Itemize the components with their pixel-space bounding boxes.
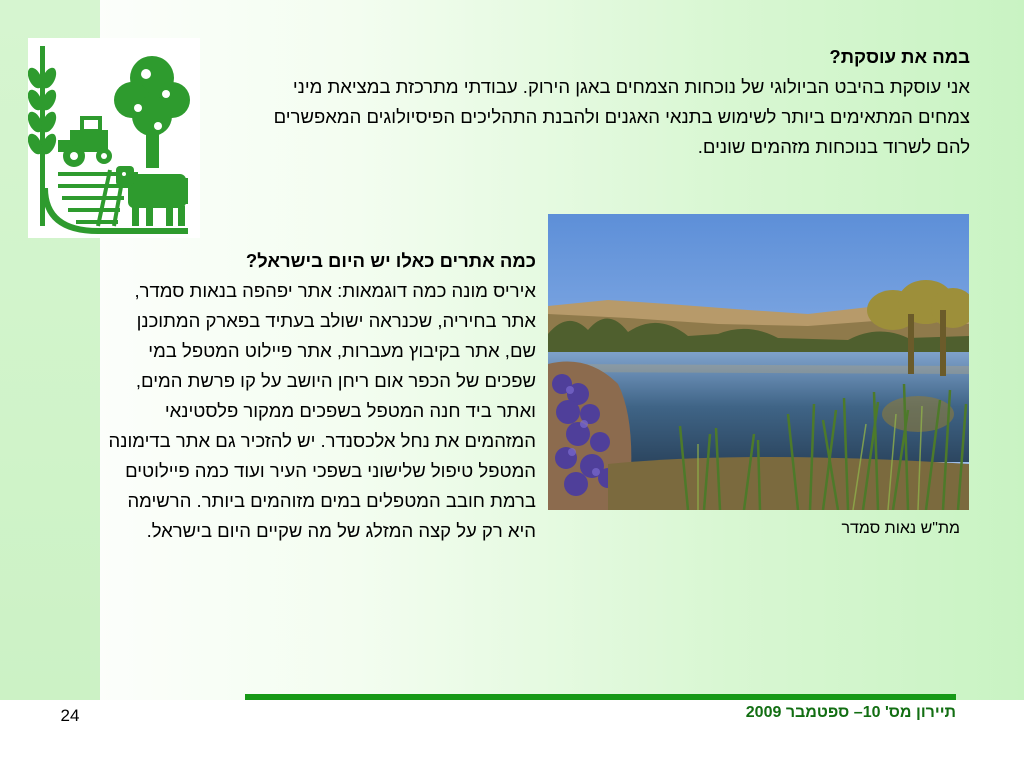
section-sites-question: כמה אתרים כאלו יש היום בישראל? (245, 250, 536, 271)
section-occupation-body: אני עוסקת בהיבט הביולוגי של נוכחות הצמחים באגן הירוק. עבודתי מתרכזת במציאת מיני צמחים המתאימים ביותר לשימוש בתנאי האגנים ולהבנת התהליכים הפיסיולוגים המאפשרים להם לשרוד בנוכחות מזהמים שונים. (273, 76, 970, 157)
oasis-photo (548, 214, 969, 510)
agriculture-logo-icon (28, 38, 200, 238)
footer-divider (245, 694, 956, 700)
footer-issue: תיירון מס' 10– ספטמבר 2009 (745, 704, 956, 721)
section-sites-body: איריס מונה כמה דוגמאות: אתר יפהפה בנאות סמדר, אתר בחיריה, שכנראה ישולב בעתיד בפארק המתוכנן שם, אתר בקיבוץ מעברות, אתר פיילוט המטפל במי שפכים של הכפר אום ריחן היושב על קו פרשת המים, ואתר ביד חנה המטפל בשפכים ממקור פלסטינאי המזהמים את נחל אלכסנדר. יש להזכיר גם אתר בדימונה המטפל טיפול שלישוני בשפכי העיר ועוד כמה פיילוטים ברמת חובב המטפלים במים מזוהמים ביותר. הרשימה היא רק על קצה המזלג של מה שקיים היום בישראל. (108, 280, 536, 541)
photo-caption: מת"ש נאות סמדר (841, 520, 960, 537)
section-occupation-question: במה את עוסקת? (829, 46, 970, 67)
section-sites (108, 246, 536, 546)
page-number: 24 (60, 706, 80, 725)
section-occupation (255, 42, 970, 162)
